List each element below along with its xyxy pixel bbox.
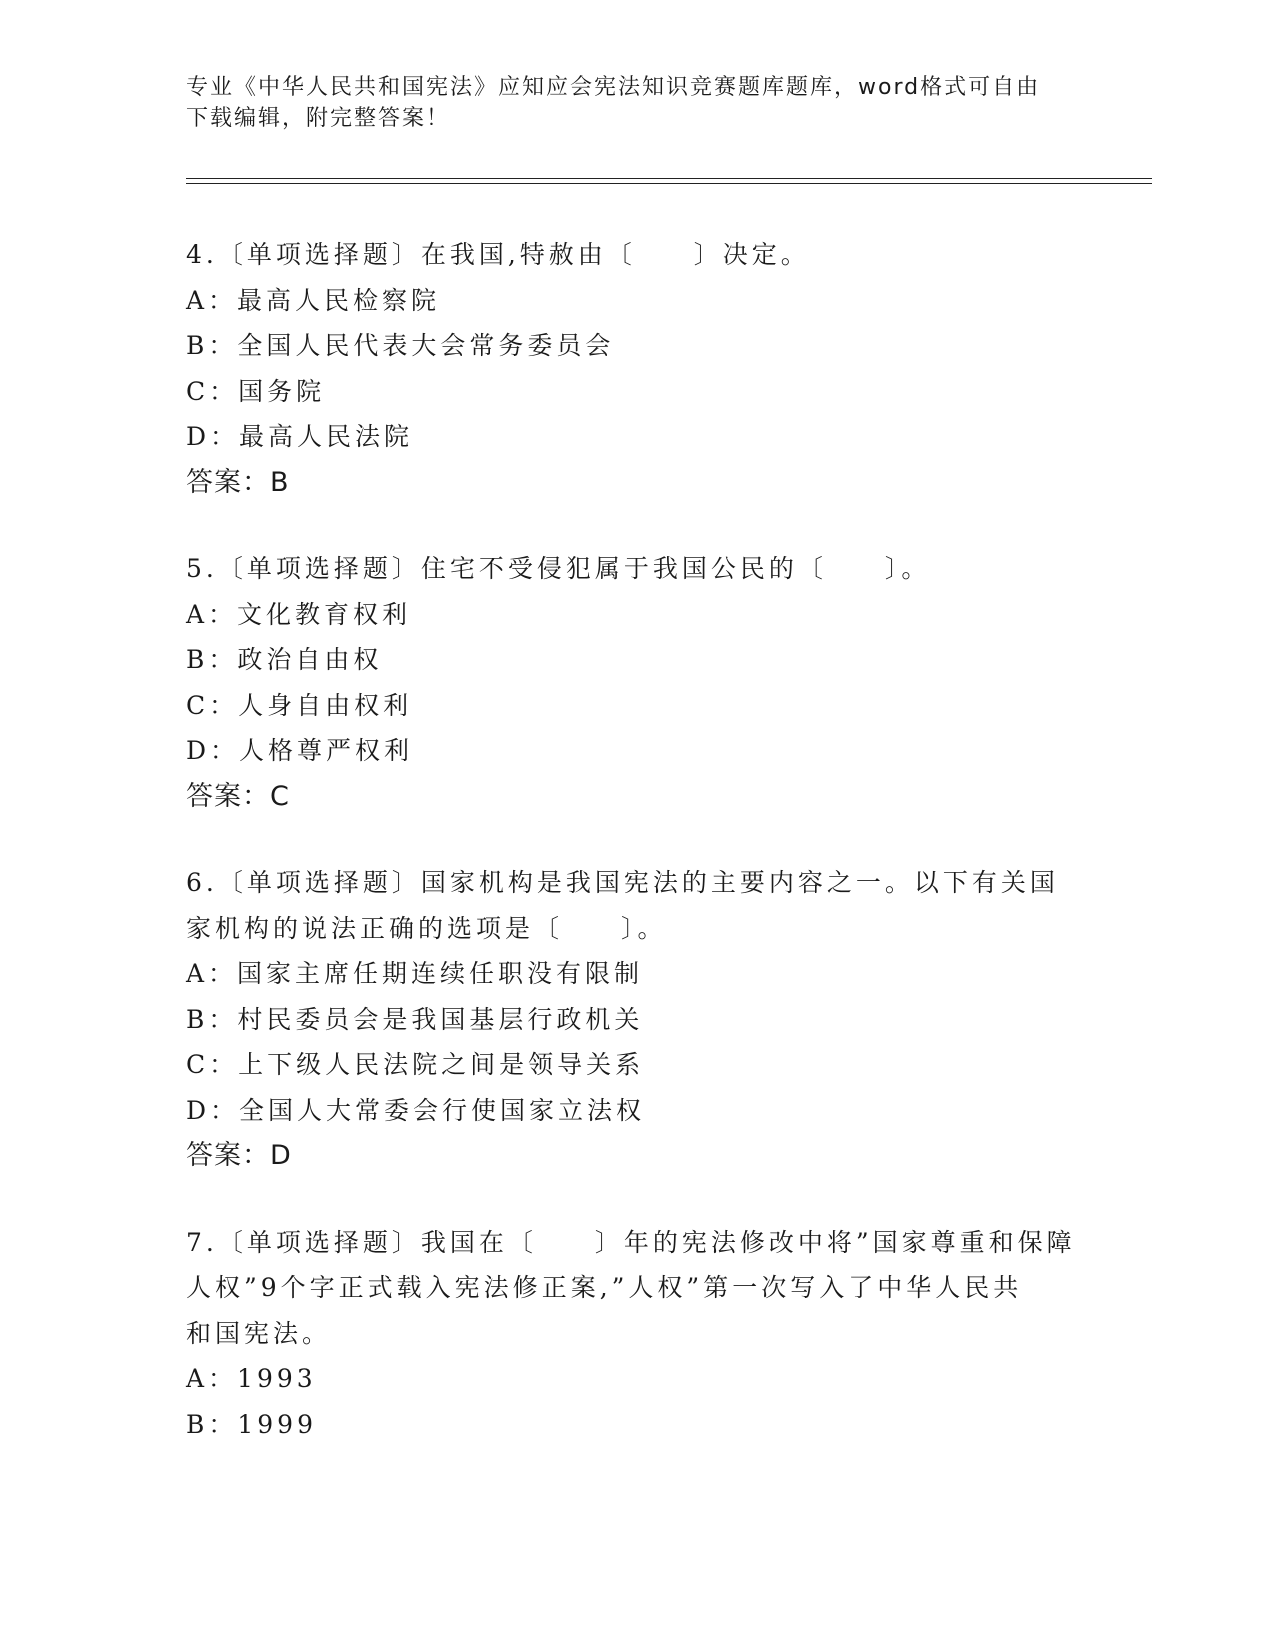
option-a: A：国家主席任期连续任职没有限制 [186,959,644,988]
question-stem-line-1: 6.〔单项选择题〕国家机构是我国宪法的主要内容之一。以下有关国 [186,868,1059,897]
question-6 [186,860,1086,1179]
option-c: C：上下级人民法院之间是领导关系 [186,1050,645,1079]
answer: 答案：B [186,466,290,498]
question-7 [186,1220,1086,1448]
header-line-2: 下载编辑，附完整答案！ [186,106,451,131]
question-list [186,232,1086,1488]
header-divider-top [186,178,1152,179]
option-c: C：国务院 [186,376,326,406]
question-stem-line-1: 7.〔单项选择题〕我国在〔 〕年的宪法修改中将”国家尊重和保障 [186,1227,1076,1257]
question-stem-line-3: 和国宪法。 [186,1318,332,1348]
option-d: D：人格尊严权利 [186,736,414,765]
question-stem: 4.〔单项选择题〕在我国,特赦由〔 〕决定。 [186,240,810,269]
question-stem: 5.〔单项选择题〕住宅不受侵犯属于我国公民的〔 〕。 [186,554,931,583]
question-5 [186,546,1086,819]
header-divider-bottom [186,183,1152,184]
option-b: B：村民委员会是我国基层行政机关 [186,1004,644,1034]
question-4 [186,232,1086,505]
option-b: B：全国人民代表大会常务委员会 [186,331,615,360]
question-stem-line-2: 人权”9个字正式载入宪法修正案,”人权”第一次写入了中华人民共 [186,1273,1023,1302]
option-a: A：最高人民检察院 [186,285,441,315]
answer: 答案：D [186,1140,292,1171]
answer: 答案：C [186,780,290,812]
option-c: C：人身自由权利 [186,690,413,720]
document-header [186,72,1066,134]
option-b: B：政治自由权 [186,645,383,674]
header-line-1: 专业《中华人民共和国宪法》应知应会宪法知识竞赛题库题库，word格式可自由 [186,75,1041,100]
option-d: D：最高人民法院 [186,422,414,451]
option-d: D：全国人大常委会行使国家立法权 [186,1095,646,1125]
option-b: B：1999 [186,1409,317,1439]
option-a: A：文化教育权利 [186,599,412,629]
question-stem-line-2: 家机构的说法正确的选项是〔 〕。 [186,913,667,943]
option-a: A：1993 [186,1364,317,1393]
